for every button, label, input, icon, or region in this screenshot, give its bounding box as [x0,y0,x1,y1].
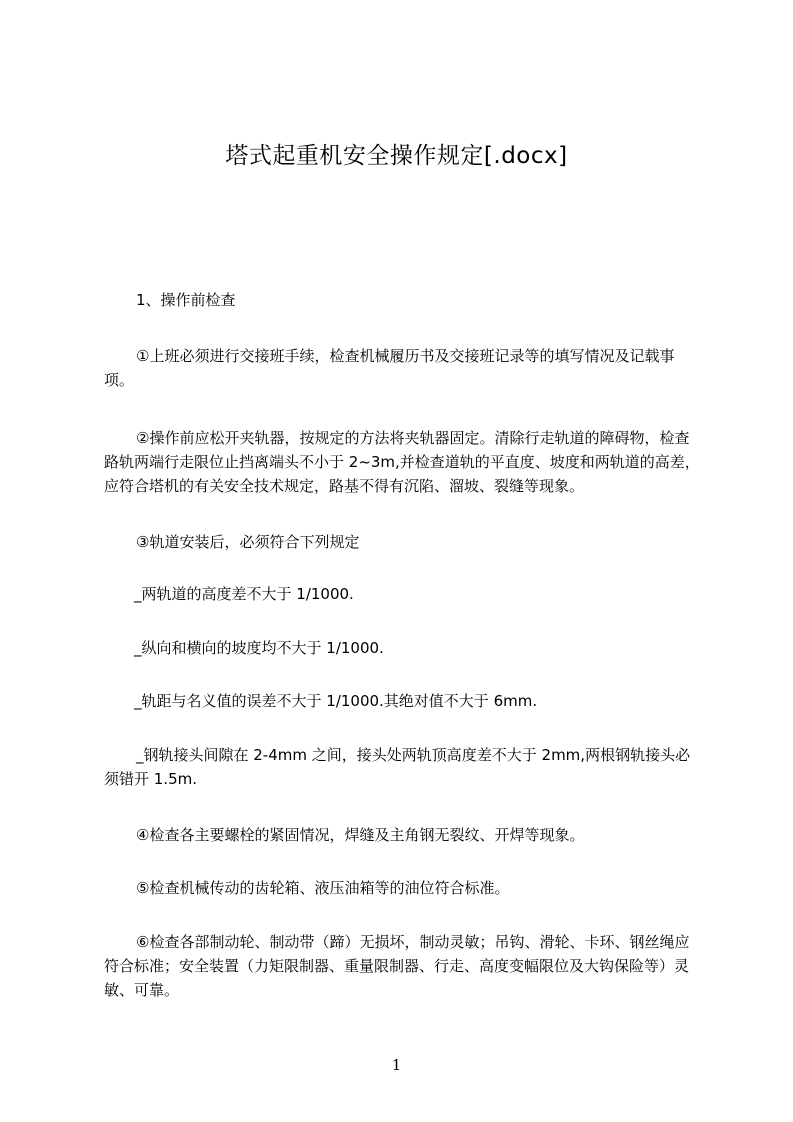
page-number: 1 [391,1056,402,1074]
paragraph-1: ①上班必须进行交接班手续，检查机械履历书及交接班记录等的填写情况及记载事项。 [104,347,675,389]
paragraph-3: ③轨道安装后，必须符合下列规定 [136,533,360,551]
paragraph-6: ⑥检查各部制动轮、制动带（蹄）无损坏，制动灵敏；吊钩、滑轮、卡环、钢丝绳应符合标准；安全装置（力矩限制器、重量限制器、行走、高度变幅限位及大钩保险等）灵敏、可靠。 [104,933,690,999]
list-item-slope: _纵向和横向的坡度均不大于 1/1000. [134,639,384,657]
section-heading: 1、操作前检查 [136,291,236,309]
list-item-joint-gap: _钢轨接头间隙在 2-4mm 之间，接头处两轨顶高度差不大于 2mm,两根钢轨接头必须错开 1.5m. [104,746,691,788]
list-item-gauge: _轨距与名义值的误差不大于 1/1000.其绝对值不大于 6mm. [134,692,538,710]
paragraph-5: ⑤检查机械传动的齿轮箱、液压油箱等的油位符合标准。 [136,879,510,897]
list-item-height-diff: _两轨道的高度差不大于 1/1000. [134,585,354,603]
document-title: 塔式起重机安全操作规定[.docx] [225,143,568,169]
paragraph-2: ②操作前应松开夹轨器，按规定的方法将夹轨器固定。清除行走轨道的障碍物，检查路轨两端行走限位止挡离端头不小于 2~3m,并检查道轨的平直度、坡度和两轨道的高差，应符合塔机的有关安全技术规定，路基不得有沉陷、溜坡、裂缝等现象。 [104,429,700,495]
paragraph-4: ④检查各主要螺栓的紧固情况，焊缝及主角钢无裂纹、开焊等现象。 [136,826,585,844]
